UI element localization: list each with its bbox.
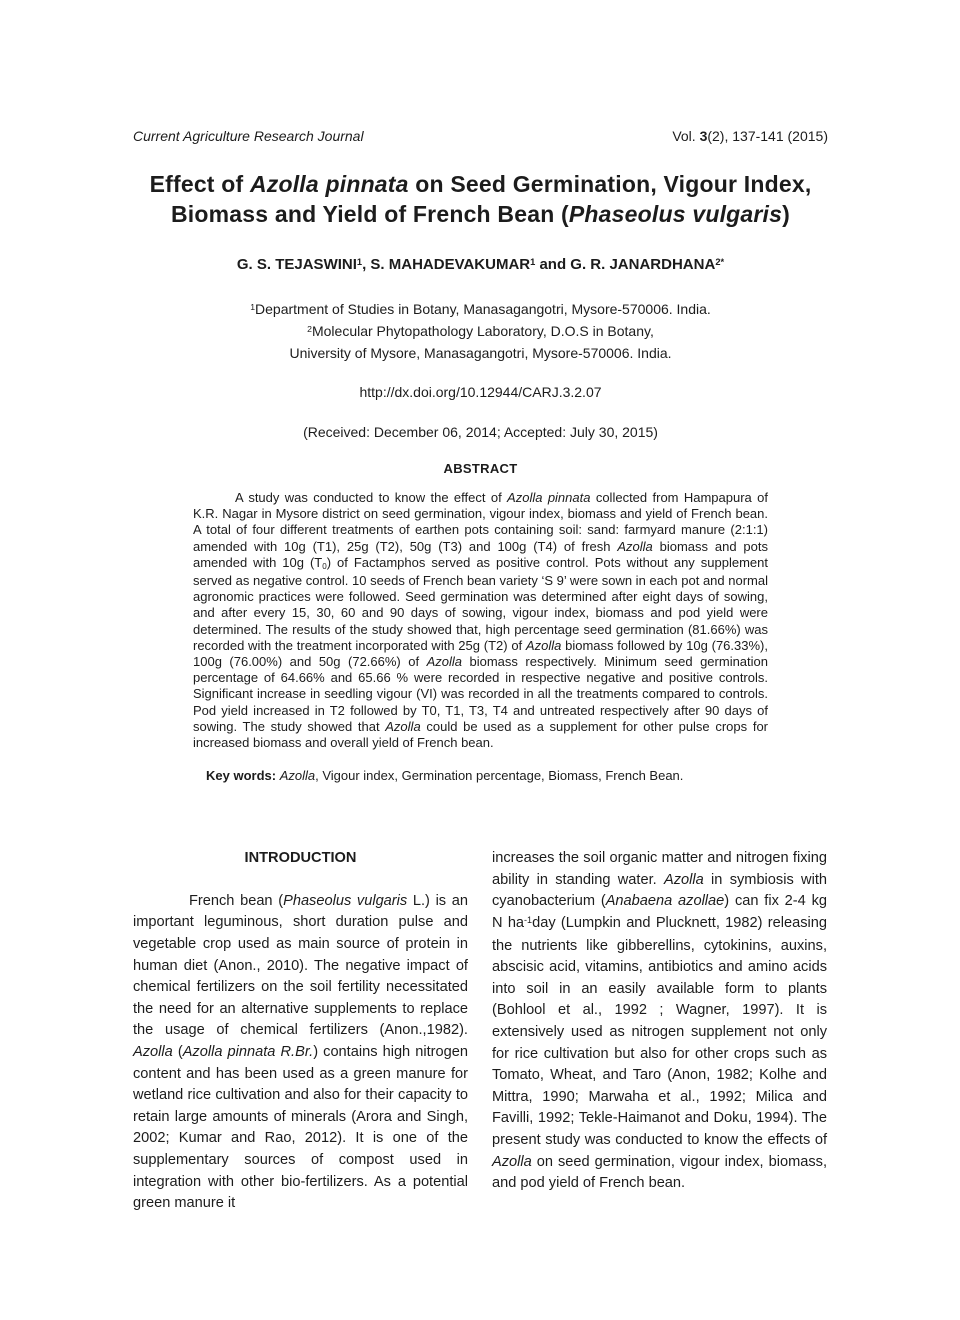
affiliations-block	[133, 299, 828, 363]
affiliation-line-3: University of Mysore, Manasagangotri, Mysore-570006. India.	[289, 345, 672, 361]
abstract-body: A study was conducted to know the effect of Azolla pinnata collected from Hampapura of K.R. Nagar in Mysore district on seed germination, vigour index, biomass and yield of French bean. A total of four different treatments of earthen pots containing soil: sand: farmyard manure (2:1:1) amended with 10g (T1), 25g (T2), 50g (T3) and 100g (T4) of fresh Azolla biomass and pots amended with 10g (T0) of Factamphos served as positive control. Pots without any supplement served as negative control. 10 seeds of French bean variety ‘S 9’ were sown in each pot and normal agronomic practices were followed. Seed germination was determined after eight days of sowing, and after every 15, 30, 60 and 90 days of sowing, vigour index, biomass and pod yield were determined. The results of the study showed that, high percentage seed germination (81.66%) was recorded with the treatment incorporated with 25g (T2) of Azolla biomass followed by 10g (76.33%), 100g (76.00%) and 50g (72.66%) of Azolla biomass respectively. Minimum seed germination percentage of 64.66% and 65.66 % were recorded in respective negative and positive controls. Significant increase in seedling vigour (VI) was recorded in all the treatments compared to controls. Pod yield increased in T2 followed by T0, T1, T3, T4 and untreated respectively after 90 days of sowing. The study showed that Azolla could be used as a supplement for other pulse crops for increased biomass and overall yield of French bean.	[193, 490, 769, 751]
authors-line: G. S. TEJASWINI$^1$, S. MAHADEVAKUMAR$^1$ and G. R. $JANARDHANA^{2*}$	[236, 256, 725, 273]
introduction-heading: INTRODUCTION	[244, 850, 357, 867]
affiliation-line-1: $^1$Department of Studies in Botany, Manasagangotri, Mysore-570006. India.	[250, 301, 711, 317]
page-header	[133, 128, 828, 144]
paper-title: Effect of Azolla pinnata on Seed Germination, Vigour Index, Biomass and Yield of French Bean (Phaseolus vulgaris)	[149, 171, 812, 227]
keywords-line: Key words: Azolla, Vigour index, Germination percentage, Biomass, French Bean.	[206, 768, 684, 784]
abstract-heading: ABSTRACT	[443, 461, 518, 476]
received-accepted-line: (Received: December 06, 2014; Accepted: July 30, 2015)	[303, 424, 658, 440]
left-column	[133, 848, 468, 1215]
journal-name: Current Agriculture Research Journal	[133, 128, 364, 144]
affiliation-line-2: $^2$Molecular Phytopathology Laboratory, D.O.S in Botany,	[307, 323, 654, 339]
introduction-paragraph-left: French bean (Phaseolus vulgaris L.) is an important leguminous, short duration pulse and vegetable crop used as main source of protein in human diet (Anon., 2010). The negative impact of chemical fertilizers on the soil fertility necessitated the need for an alternative supplements to replace the usage of chemical fertilizers (Anon.,1982). Azolla (Azolla pinnata R.Br.) contains high nitrogen content and has been used as a green manure for wetland rice cultivation and also for their capacity to retain large amounts of minerals (Arora and Singh, 2002; Kumar and Rao, 2012). It is one of the supplementary sources of compost used in integration with other bio-fertilizers. As a potential green manure it	[133, 892, 469, 1212]
right-column	[492, 848, 827, 1215]
two-column-body	[133, 848, 828, 1215]
introduction-paragraph-right: increases the soil organic matter and nitrogen fixing ability in standing water. Azolla in symbiosis with cyanobacterium (Anabaena azollae) can fix 2-4 kg N $ha^{-1}day$ (Lumpkin and Plucknett, 1982) releasing the nutrients like gibberellins, cytokinins, auxins, abscisic acid, vitamins, antibiotics and amino acids into soil in an easily available form to plants (Bohlool et al., 1992 ; Wagner, 1997). It is extensively used as nitrogen supplement not only for rice cultivation but also for other crops such as Tomato, Wheat, and Taro (Anon, 1982; Kolhe and Mittra, 1990; Marwaha et al., 1992; Milica and Favilli, 1992; Tekle-Haimanot and Doku, 1994). The present study was conducted to know the effects of Azolla on seed germination, vigour index, biomass, and pod yield of French bean.	[492, 850, 828, 1192]
doi-link: http://dx.doi.org/10.12944/CARJ.3.2.07	[359, 384, 602, 400]
volume-issue-pages: Vol. 3(2), 137-141 (2015)	[672, 128, 828, 144]
